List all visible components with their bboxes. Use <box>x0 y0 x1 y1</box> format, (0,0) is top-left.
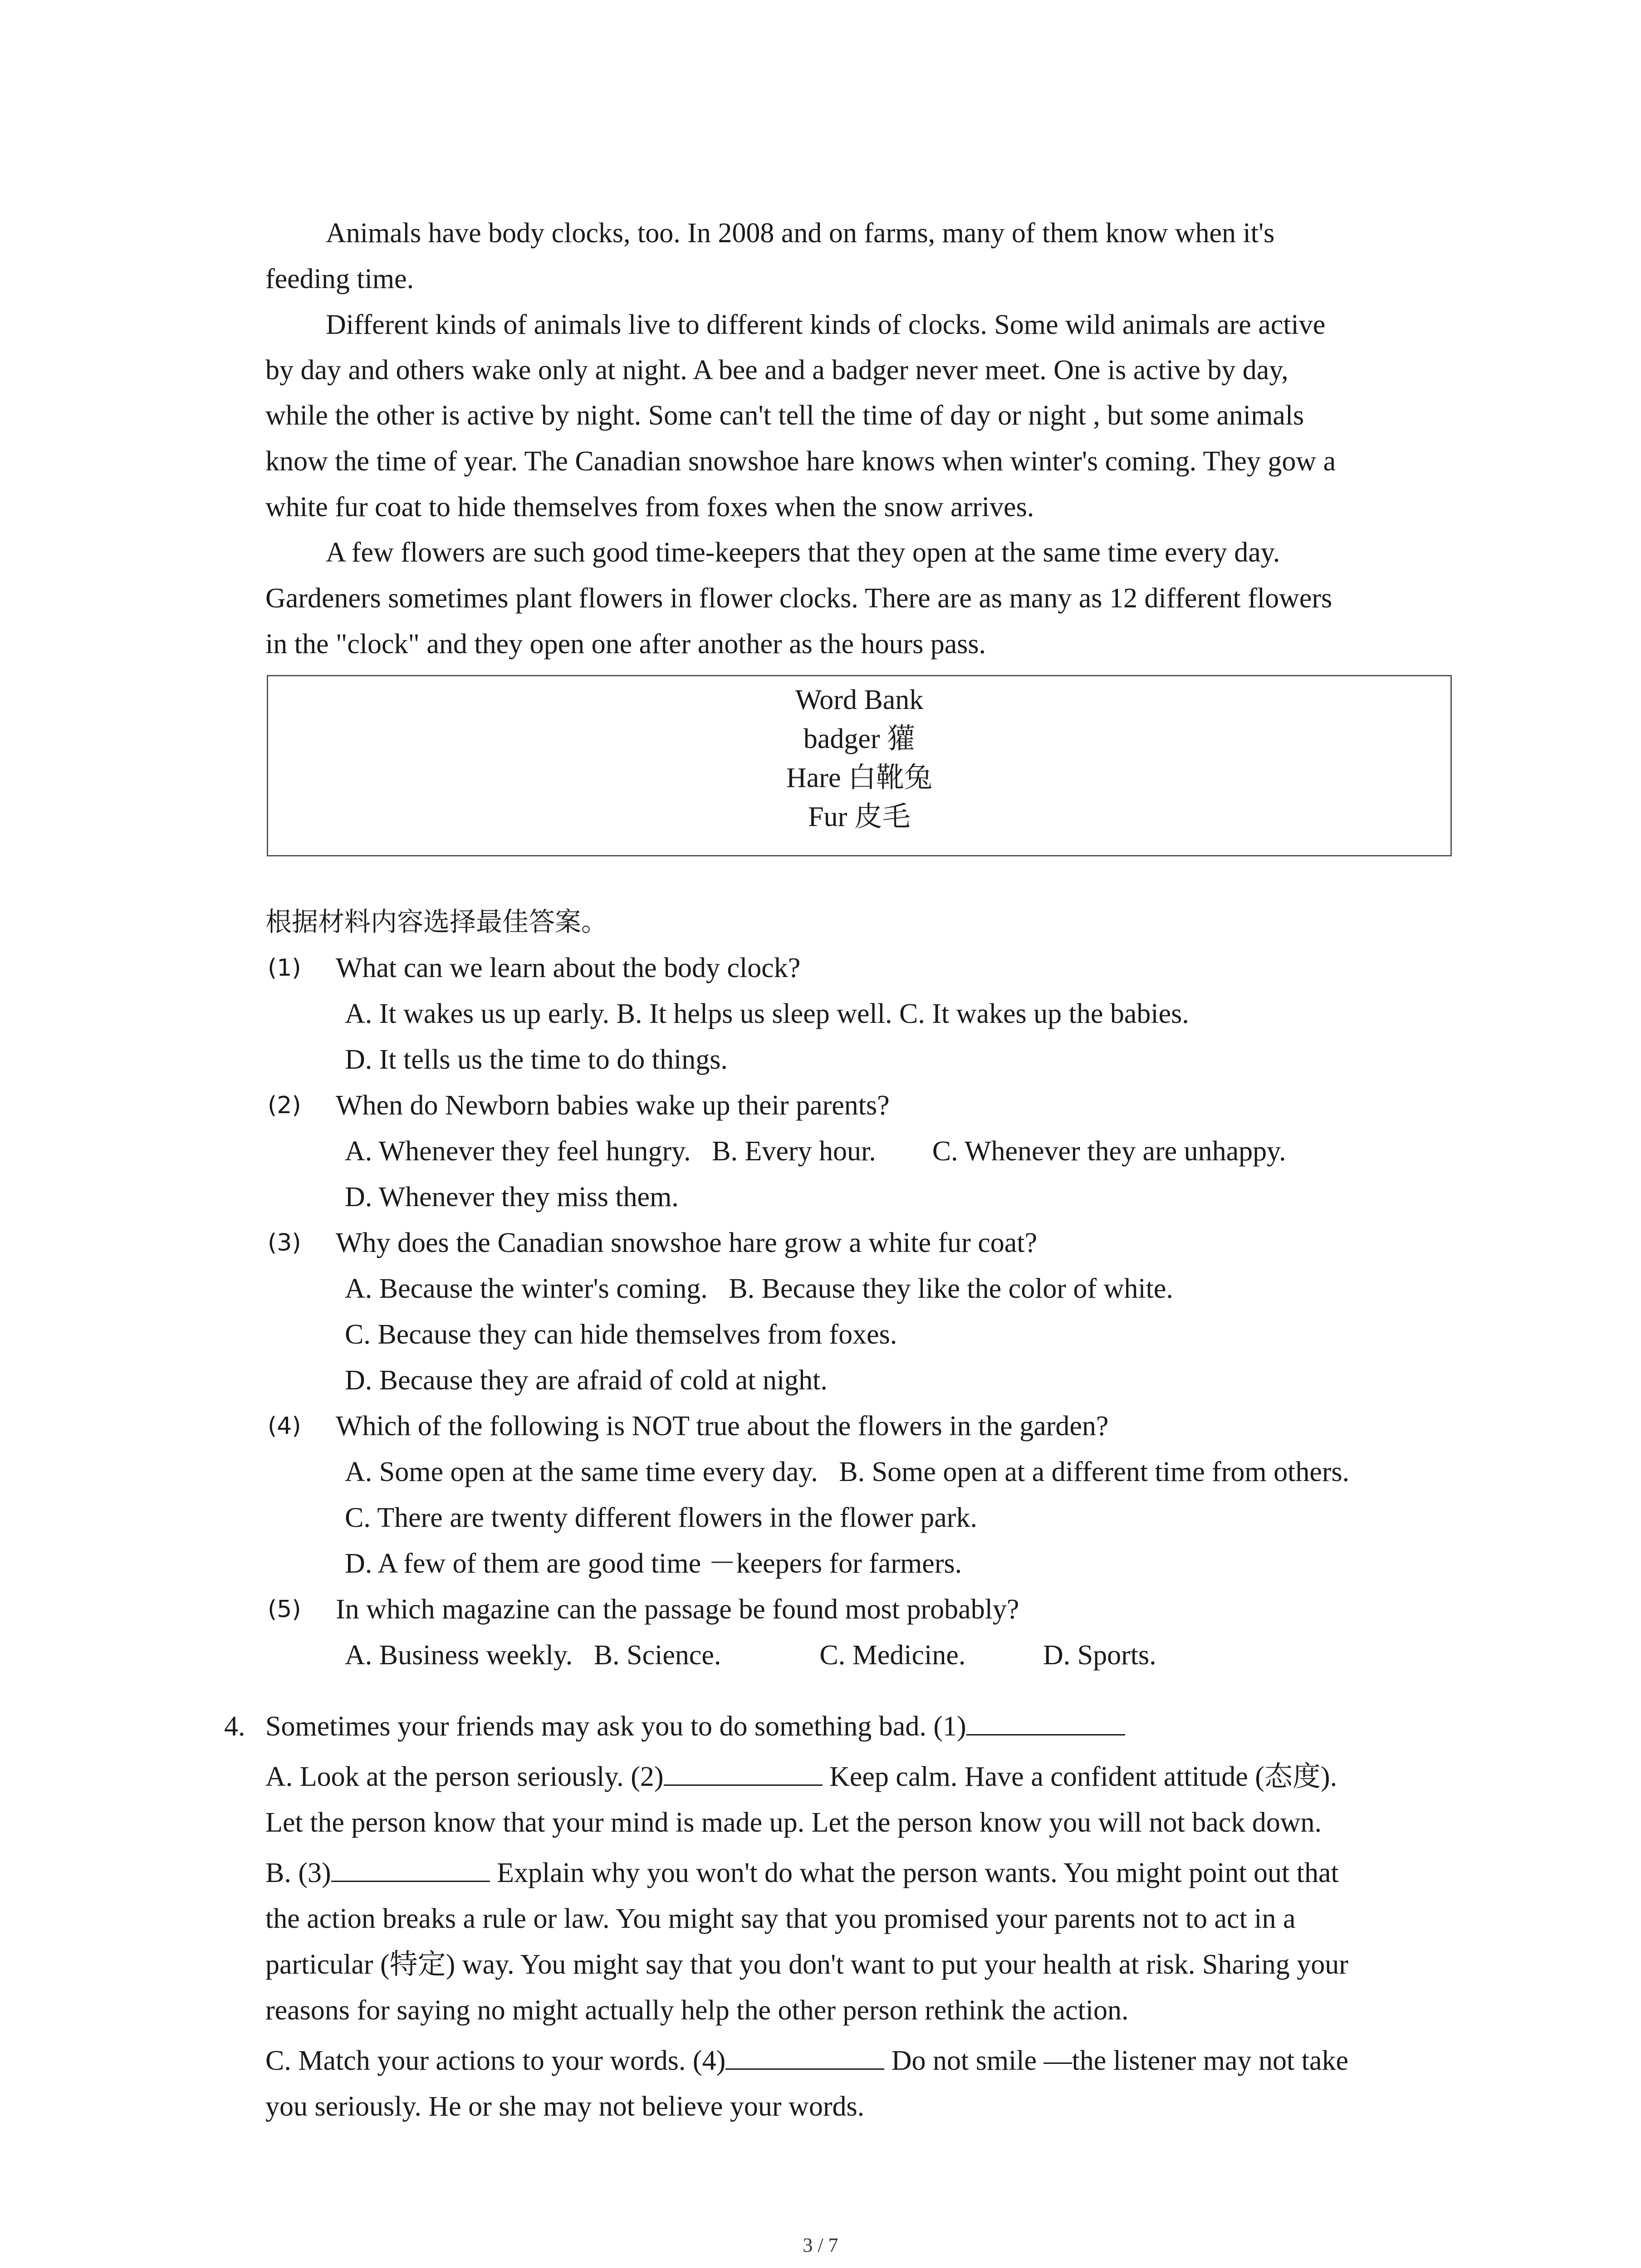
section4-line <box>265 2043 1348 2079</box>
question-option: A. Business weekly. B. Science. C. Medicine. D. Sports. <box>345 1640 1156 1671</box>
answer-blank-2[interactable] <box>664 1759 823 1786</box>
section4-line: particular (特定) way. You might say that you don't want to put your health at risk. Sharing your <box>265 1949 1348 1980</box>
question-text: Why does the Canadian snowshoe hare grow a white fur coat? <box>336 1227 1038 1258</box>
section4-text: Do not smile —the listener may not take <box>884 2045 1349 2076</box>
word-bank-title: Word Bank <box>795 684 924 715</box>
word-bank-entry: Hare 白靴兔 <box>786 763 932 793</box>
section4-text: Sometimes your friends may ask you to do something bad. (1) <box>265 1711 966 1742</box>
word-bank-box <box>267 675 1452 856</box>
section4-line <box>265 1759 1337 1795</box>
instruction-text: 根据材料内容选择最佳答案。 <box>265 906 608 937</box>
question-number: (4) <box>268 1413 301 1440</box>
section4-text: C. Match your actions to your words. (4) <box>265 2045 726 2076</box>
section4-text: Keep calm. Have a confident attitude (态度). <box>822 1761 1337 1792</box>
passage-line: feeding time. <box>265 264 414 294</box>
question-option: D. It tells us the time to do things. <box>345 1044 728 1075</box>
question-text: When do Newborn babies wake up their parents? <box>336 1090 890 1121</box>
section4-line: reasons for saying no might actually help the other person rethink the action. <box>265 1995 1129 2026</box>
question-number: (2) <box>268 1092 301 1119</box>
passage-line: know the time of year. The Canadian snowshoe hare knows when winter's coming. They gow a <box>265 446 1336 477</box>
passage-line: white fur coat to hide themselves from foxes when the snow arrives. <box>265 492 1034 523</box>
passage-line: Gardeners sometimes plant flowers in flower clocks. There are as many as 12 different flowers <box>265 583 1332 614</box>
passage-line: in the "clock" and they open one after another as the hours pass. <box>265 629 986 660</box>
passage-line: while the other is active by night. Some can't tell the time of day or night , but some animals <box>265 400 1304 431</box>
word-bank-entry: badger 獾 <box>803 723 916 754</box>
question-option: C. Because they can hide themselves from foxes. <box>345 1319 897 1350</box>
answer-blank-4[interactable] <box>725 2043 884 2070</box>
section-number: 4. <box>224 1711 245 1742</box>
passage-line: A few flowers are such good time-keepers that they open at the same time every day. <box>326 537 1280 568</box>
section4-text: A. Look at the person seriously. (2) <box>265 1761 664 1792</box>
question-option: A. Some open at the same time every day. B. Some open at a different time from others. <box>345 1457 1350 1487</box>
question-number: (3) <box>268 1229 301 1256</box>
section4-line <box>265 1708 1125 1745</box>
question-text: What can we learn about the body clock? <box>336 953 801 983</box>
question-option: D. Whenever they miss them. <box>345 1182 679 1212</box>
word-bank-entry: Fur 皮毛 <box>808 802 911 832</box>
question-text: In which magazine can the passage be found most probably? <box>336 1594 1019 1625</box>
page-number: 3 / 7 <box>803 2234 838 2256</box>
question-number: (5) <box>268 1596 301 1623</box>
answer-blank-1[interactable] <box>966 1709 1125 1735</box>
section4-line: the action breaks a rule or law. You might say that you promised your parents not to act in a <box>265 1903 1296 1934</box>
question-text: Which of the following is NOT true about the flowers in the garden? <box>336 1411 1109 1442</box>
question-option: D. Because they are afraid of cold at night. <box>345 1365 828 1396</box>
question-option: A. It wakes us up early. B. It helps us sleep well. C. It wakes up the babies. <box>345 998 1189 1029</box>
question-number: (1) <box>268 954 301 982</box>
question-option: A. Whenever they feel hungry. B. Every hour. C. Whenever they are unhappy. <box>345 1136 1286 1167</box>
passage-line: Different kinds of animals live to different kinds of clocks. Some wild animals are active <box>326 309 1326 340</box>
section4-line: you seriously. He or she may not believe your words. <box>265 2091 865 2122</box>
section4-text: B. (3) <box>265 1857 331 1888</box>
answer-blank-3[interactable] <box>331 1855 490 1882</box>
question-option: D. A few of them are good time －keepers for farmers. <box>345 1548 962 1579</box>
section4-text: Explain why you won't do what the person wants. You might point out that <box>490 1857 1339 1888</box>
question-option: C. There are twenty different flowers in the flower park. <box>345 1502 977 1533</box>
passage-line: Animals have body clocks, too. In 2008 and on farms, many of them know when it's <box>326 218 1275 249</box>
passage-line: by day and others wake only at night. A bee and a badger never meet. One is active by day, <box>265 355 1288 386</box>
question-option: A. Because the winter's coming. B. Because they like the color of white. <box>345 1273 1173 1304</box>
section4-line <box>265 1855 1339 1891</box>
section4-line: Let the person know that your mind is made up. Let the person know you will not back down. <box>265 1807 1322 1838</box>
